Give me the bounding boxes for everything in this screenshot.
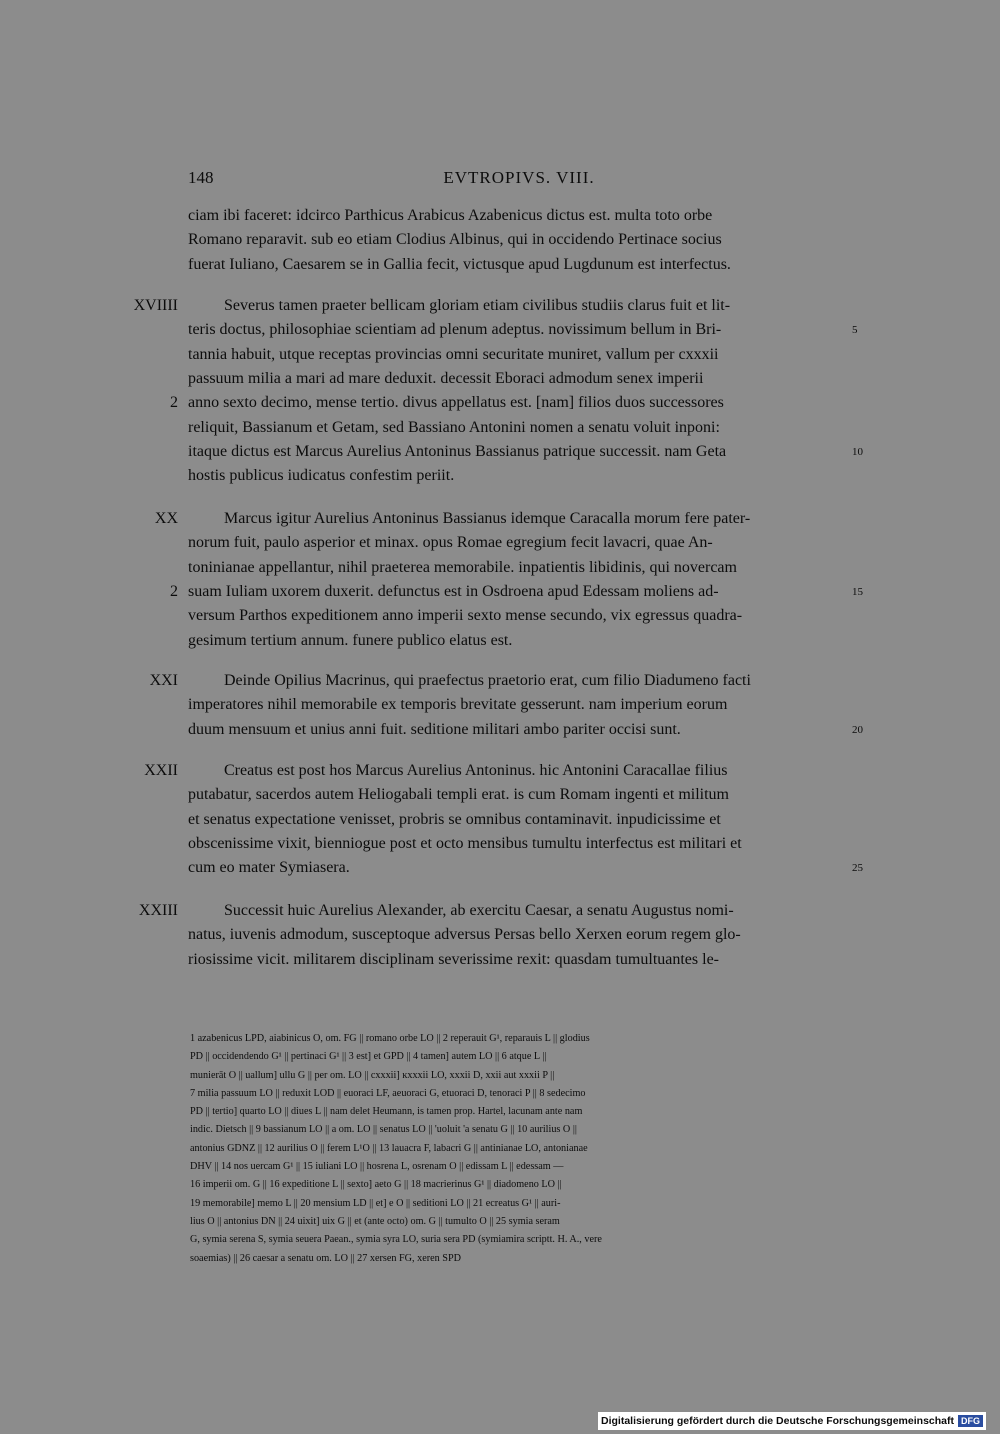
text-line: Romano reparavit. sub eo etiam Clodius Albinus, qui in occidendo Pertinace socius [188, 231, 722, 249]
line-number: 5 [852, 324, 858, 337]
text-line: teris doctus, philosophiae scientiam ad plenum adeptus. novissimum bellum in Bri- [188, 321, 722, 339]
line-number: 15 [852, 585, 863, 598]
line-number: 10 [852, 445, 863, 458]
footer-text: Digitalisierung gefördert durch die Deutsche Forschungsgemeinschaft [601, 1415, 954, 1427]
apparatus-line: 16 imperii om. G || 16 expeditione L || sexto] aeto G || 18 macrierinus G¹ || diadomeno LO || [190, 1179, 562, 1191]
text-line: suam Iuliam uxorem duxerit. defunctus est in Osdroena apud Edessam moliens ad- [188, 582, 719, 600]
text-line: anno sexto decimo, mense tertio. divus appellatus est. [nam] filios duos successores [188, 394, 724, 412]
text-line: Severus tamen praeter bellicam gloriam etiam civilibus studiis clarus fuit et lit- [224, 297, 731, 314]
apparatus-line: soaemias) || 26 caesar a senatu om. LO || 27 xersen FG, xeren SPD [190, 1252, 461, 1264]
text-line: Marcus igitur Aurelius Antoninus Bassianus idemque Caracalla morum fere pater- [224, 510, 751, 527]
apparatus-line: 7 milia passuum LO || reduxit LOD || euoraci LF, aeuoraci G, etuoraci D, tenoraci P || 8 sedecimo [190, 1087, 586, 1099]
chapter-number: XVIIII [133, 297, 178, 314]
text-line: tannia habuit, utque receptas provincias omni securitate muniret, vallum per cxxxii [188, 345, 719, 363]
section-number: 2 [170, 394, 178, 412]
text-line: toninianae appellantur, nihil praeterea memorabile. inpatientis libidinis, qui novercam [188, 558, 737, 576]
apparatus-line: munierāt O || uallum] ullu G || per om. LO || cxxxii] ĸxxxii LO, xxxii D, xxii aut xxxii P || [190, 1069, 555, 1081]
text-line: cum eo mater Symiasera. [188, 859, 350, 877]
text-line: passuum milia a mari ad mare deduxit. decessit Eboraci admodum senex imperii [188, 369, 704, 387]
line-number: 25 [852, 862, 863, 875]
page-number: 148 [188, 168, 214, 187]
text-line: putabatur, sacerdos autem Heliogabali templi erat. is cum Romam ingenti et militum [188, 786, 729, 804]
dfg-logo-icon: DFG [958, 1415, 983, 1427]
text-line: norum fuit, paulo asperior et minax. opus Romae egregium fecit lavacri, quae An- [188, 534, 713, 552]
text-line: et senatus expectatione venisset, probris se omnibus contaminavit. inpudicissime et [188, 810, 721, 828]
apparatus-line: PD || occidendendo G¹ || pertinaci G¹ || 3 est] et GPD || 4 tamen] autem LO || 6 atque L || [190, 1051, 547, 1063]
text-line: hostis publicus iudicatus confestim periit. [188, 467, 455, 485]
apparatus-line: 1 azabenicus LPD, aiabinicus O, om. FG || romano orbe LO || 2 reperauit G¹, reparauis L || glodius [190, 1033, 590, 1044]
text-line: duum mensuum et unius anni fuit. seditione militari ambo pariter occisi sunt. [188, 720, 681, 738]
line-number: 20 [852, 723, 863, 736]
apparatus-line: antonius GDNZ || 12 aurilius O || ferem L¹O || 13 lauacra F, labacri G || antinianae LO, antonianae [190, 1142, 588, 1154]
text-line: versum Parthos expeditionem anno imperii sexto mense secundo, vix egressus quadra- [188, 607, 743, 625]
chapter-number: XXII [144, 762, 178, 779]
digitization-footer [598, 1412, 986, 1430]
text-line: Creatus est post hos Marcus Aurelius Antoninus. hic Antonini Caracallae filius [224, 762, 728, 779]
chapter-number: XXI [149, 672, 178, 689]
text-line: fuerat Iuliano, Caesarem se in Gallia fecit, victusque apud Lugdunum est interfectus. [188, 255, 731, 273]
apparatus-line: G, symia serena S, symia seuera Paean., symia syra LO, suria sera PD (symiamira scriptt. H. A., vere [190, 1234, 602, 1246]
text-line: natus, iuvenis admodum, susceptoque adversus Persas bello Xerxen eorum regem glo- [188, 926, 741, 944]
apparatus-line: indic. Dietsch || 9 bassianum LO || a om. LO || senatus LO || 'uoluit 'a senatu G || 10 aurilius O || [190, 1124, 577, 1136]
text-line: Successit huic Aurelius Alexander, ab exercitu Caesar, a senatu Augustus nomi- [224, 902, 734, 919]
page-header [188, 168, 850, 192]
text-line: itaque dictus est Marcus Aurelius Antoninus Bassianus patrique successit. nam Geta [188, 442, 727, 460]
running-title: EVTROPIVS. VIII. [443, 168, 595, 187]
apparatus-line: 19 memorabile] memo L || 20 mensium LD || et] e O || seditioni LO || 21 ecreatus G¹ || auri- [190, 1197, 561, 1209]
text-line: riosissime vicit. militarem disciplinam severissime rexit: quasdam tumultuantes le- [188, 950, 720, 968]
section-number: 2 [170, 582, 178, 600]
apparatus-line: DHV || 14 nos uercam G¹ || 15 iuliani LO || hosrena L, osrenam O || edissam L || edessam — [190, 1161, 564, 1173]
text-line: Deinde Opilius Macrinus, qui praefectus praetorio erat, cum filio Diadumeno facti [224, 672, 751, 689]
text-line: gesimum tertium annum. funere publico elatus est. [188, 631, 513, 649]
text-line: imperatores nihil memorabile ex temporis brevitate gesserunt. nam imperium eorum [188, 696, 728, 714]
text-line: ciam ibi faceret: idcirco Parthicus Arabicus Azabenicus dictus est. multa toto orbe [188, 207, 713, 224]
text-line: obscenissime vixit, bienniogue post et octo mensibus tumultu interfectus est militari et [188, 834, 742, 852]
chapter-number: XXIII [138, 902, 178, 919]
critical-apparatus [190, 1030, 850, 1268]
apparatus-line: PD || tertio] quarto LO || diues L || nam delet Heumann, is tamen prop. Hartel, lacunam ante nam [190, 1106, 583, 1118]
text-line: reliquit, Bassianum et Getam, sed Bassiano Antonini nomen a senatu voluit inponi: [188, 418, 720, 436]
apparatus-line: lius O || antonius DN || 24 uixit] uix G || et (ante octo) om. G || tumulto O || 25 symia seram [190, 1215, 560, 1227]
chapter-number: XX [154, 510, 178, 527]
